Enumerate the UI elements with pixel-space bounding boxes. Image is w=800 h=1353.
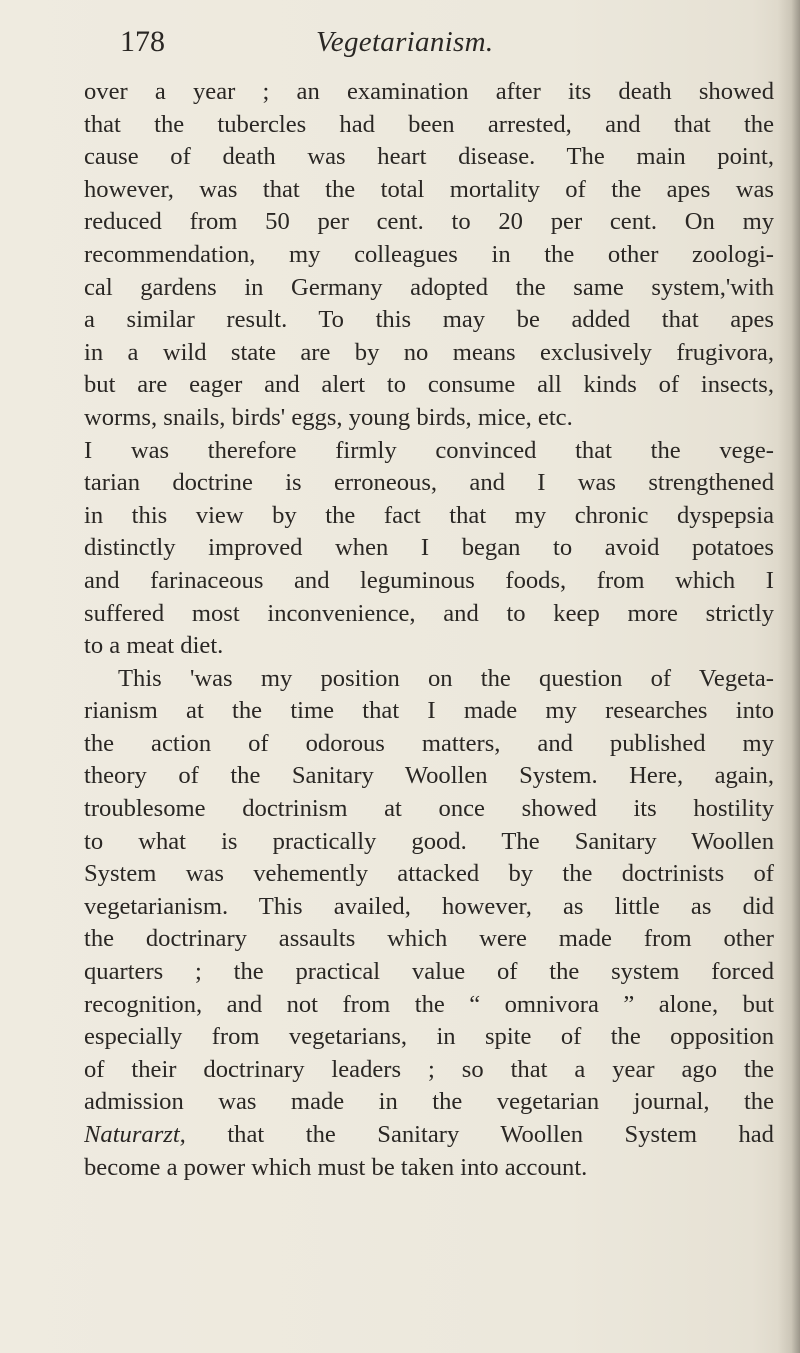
text-line: over a year ; an examination after its death showed — [84, 78, 774, 105]
text-line: however, was that the total mortality of the apes was — [84, 175, 774, 203]
text-line: in this view by the fact that my chronic dyspepsia — [84, 501, 774, 529]
text-line: worms, snails, birds' eggs, young birds, mice, etc. — [84, 403, 573, 431]
text-line: This 'was my position on the question of Vegeta- — [118, 664, 774, 692]
text-line: the doctrinary assaults which were made from other — [84, 925, 774, 953]
text-line: troublesome doctrinism at once showed its hostility — [84, 795, 774, 823]
text-line: rianism at the time that I made my researches into — [84, 697, 774, 725]
text-line: System was vehemently attacked by the doctrinists of — [84, 860, 774, 888]
text-line: theory of the Sanitary Woollen System. Here, again, — [84, 762, 774, 790]
page-edge-shadow — [778, 0, 800, 1353]
text-line — [84, 1119, 774, 1152]
running-title: Vegetarianism. — [316, 26, 494, 58]
text-line: admission was made in the vegetarian journal, the — [84, 1088, 774, 1116]
text-line: quarters ; the practical value of the system forced — [84, 958, 774, 986]
text-line: become a power which must be taken into account. — [84, 1153, 588, 1181]
page-number: 178 — [120, 25, 165, 58]
text-line: that the tubercles had been arrested, and that the — [84, 110, 774, 138]
text-line: to what is practically good. The Sanitary Woollen — [84, 827, 774, 855]
text-line: a similar result. To this may be added that apes — [84, 306, 774, 334]
text-line: tarian doctrine is erroneous, and I was strengthened — [84, 469, 774, 497]
text-line: but are eager and alert to consume all kinds of insects, — [84, 371, 774, 399]
text-line: cause of death was heart disease. The main point, — [84, 143, 774, 171]
text-line: in a wild state are by no means exclusively frugivora, — [84, 338, 774, 366]
text-line: suffered most inconvenience, and to keep more strictly — [84, 599, 774, 627]
text-line: the action of odorous matters, and published my — [84, 729, 774, 757]
text-line: to a meat diet. — [84, 632, 224, 660]
text-line: distinctly improved when I began to avoid potatoes — [84, 534, 774, 562]
page-header — [0, 22, 800, 62]
text-line: and farinaceous and leguminous foods, from which I — [84, 566, 774, 594]
journal-name: Naturarzt, — [84, 1121, 186, 1148]
body-text — [84, 76, 774, 1184]
text-line: vegetarianism. This availed, however, as little as did — [84, 892, 774, 920]
text-line: of their doctrinary leaders ; so that a year ago the — [84, 1055, 774, 1083]
text-line: especially from vegetarians, in spite of the opposition — [84, 1023, 774, 1051]
text-line: recognition, and not from the “ omnivora ” alone, but — [84, 990, 774, 1018]
text-line: I was therefore firmly convinced that the vege- — [84, 436, 774, 464]
text-line: recommendation, my colleagues in the other zoologi- — [84, 240, 774, 268]
text-line: reduced from 50 per cent. to 20 per cent. On my — [84, 208, 774, 236]
text-line-rest: that the Sanitary Woollen System had — [227, 1121, 774, 1148]
text-line: cal gardens in Germany adopted the same system,'with — [84, 273, 774, 301]
